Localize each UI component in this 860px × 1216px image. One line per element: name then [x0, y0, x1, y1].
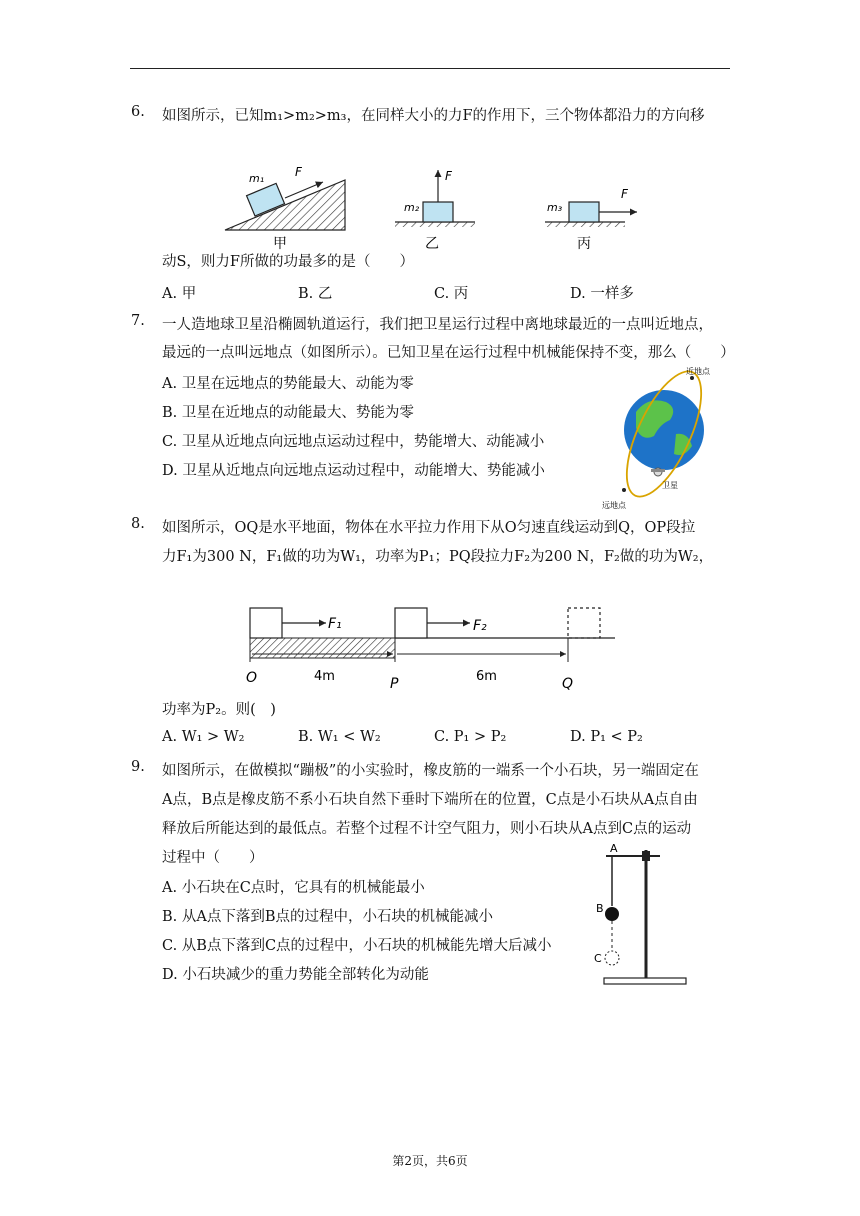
q9-bungee-figure — [590, 842, 690, 988]
option-a[interactable]: A. 小石块在C点时，它具有的机械能最小 — [162, 880, 425, 896]
option-a[interactable]: A. 甲 — [162, 286, 197, 302]
label-m1: m₁ — [249, 172, 265, 185]
q6-figure — [215, 160, 655, 254]
option-b[interactable]: B. 卫星在近地点的动能最大、势能为零 — [162, 405, 414, 421]
label-far: 远地点 — [602, 501, 626, 510]
option-a[interactable]: A. W₁ > W₂ — [162, 729, 245, 745]
option-c[interactable]: C. 从B点下落到C点的过程中，小石块的机械能先增大后减小 — [162, 938, 552, 954]
label-yi: 乙 — [425, 236, 439, 252]
label-C: C — [594, 952, 602, 965]
label-m2: m₂ — [404, 201, 420, 214]
option-d[interactable]: D. P₁ < P₂ — [570, 729, 643, 745]
label-F: F — [445, 169, 452, 183]
question-number: 7. — [131, 313, 145, 329]
label-F: F — [621, 187, 628, 201]
option-b[interactable]: B. W₁ < W₂ — [298, 729, 381, 745]
question-number: 6. — [131, 104, 145, 120]
option-b[interactable]: B. 从A点下落到B点的过程中，小石块的机械能减小 — [162, 909, 493, 925]
question-number: 8. — [131, 516, 145, 532]
question-text-line: 过程中（ ） — [162, 850, 264, 866]
page-footer: 第2页，共6页 — [392, 1154, 468, 1168]
question-text-line: 释放后所能达到的最低点。若整个过程不计空气阻力，则小石块从A点到C点的运动 — [162, 821, 692, 837]
q8-figure — [240, 598, 620, 694]
header-rule — [130, 68, 730, 69]
option-c[interactable]: C. P₁ > P₂ — [434, 729, 507, 745]
label-4m: 4m — [314, 669, 335, 684]
question-text-line: 功率为P₂。则( ) — [162, 702, 276, 718]
question-text-line: 动S，则力F所做的功最多的是（ ） — [162, 254, 414, 270]
option-c[interactable]: C. 丙 — [434, 286, 469, 302]
q7-orbit-figure — [596, 362, 726, 514]
question-text-line: 力F₁为300 N，F₁做的功为W₁，功率为P₁；PQ段拉力F₂为200 N，F₂做的功为W₂， — [162, 549, 714, 565]
label-O: O — [246, 670, 258, 686]
label-satellite: 卫星 — [662, 481, 678, 490]
label-F1: F₁ — [328, 616, 342, 632]
option-d[interactable]: D. 一样多 — [570, 286, 634, 302]
option-b[interactable]: B. 乙 — [298, 286, 333, 302]
question-text-line: 如图所示，OQ是水平地面，物体在水平拉力作用下从O匀速直线运动到Q，OP段拉 — [162, 520, 696, 536]
question-text-line: 如图所示，在做模拟“蹦极”的小实验时，橡皮筋的一端系一个小石块，另一端固定在 — [162, 763, 699, 779]
label-bing: 丙 — [577, 236, 591, 252]
question-text-line: 一人造地球卫星沿椭圆轨道运行，我们把卫星运行过程中离地球最近的一点叫近地点， — [162, 317, 713, 333]
question-text-line: 如图所示，已知m₁>m₂>m₃，在同样大小的力F的作用下，三个物体都沿力的方向移 — [162, 108, 705, 124]
option-a[interactable]: A. 卫星在远地点的势能最大、动能为零 — [162, 376, 414, 392]
option-d[interactable]: D. 卫星从近地点向远地点运动过程中，动能增大、势能减小 — [162, 463, 545, 479]
question-number: 9. — [131, 759, 145, 775]
label-m3: m₃ — [547, 201, 563, 214]
label-6m: 6m — [476, 669, 497, 684]
label-near: 近地点 — [686, 367, 710, 376]
question-text-line: 最远的一点叫远地点（如图所示）。已知卫星在运行过程中机械能保持不变，那么（ ） — [162, 345, 735, 361]
option-d[interactable]: D. 小石块减少的重力势能全部转化为动能 — [162, 967, 429, 983]
label-B: B — [596, 902, 604, 915]
option-c[interactable]: C. 卫星从近地点向远地点运动过程中，势能增大、动能减小 — [162, 434, 545, 450]
label-P: P — [390, 676, 399, 692]
label-Q: Q — [562, 676, 574, 692]
label-jia: 甲 — [273, 236, 287, 252]
label-A: A — [610, 842, 618, 855]
label-F2: F₂ — [473, 618, 487, 634]
label-F: F — [295, 165, 302, 179]
question-text-line: A点，B点是橡皮筋不系小石块自然下垂时下端所在的位置，C点是小石块从A点自由 — [162, 792, 698, 808]
